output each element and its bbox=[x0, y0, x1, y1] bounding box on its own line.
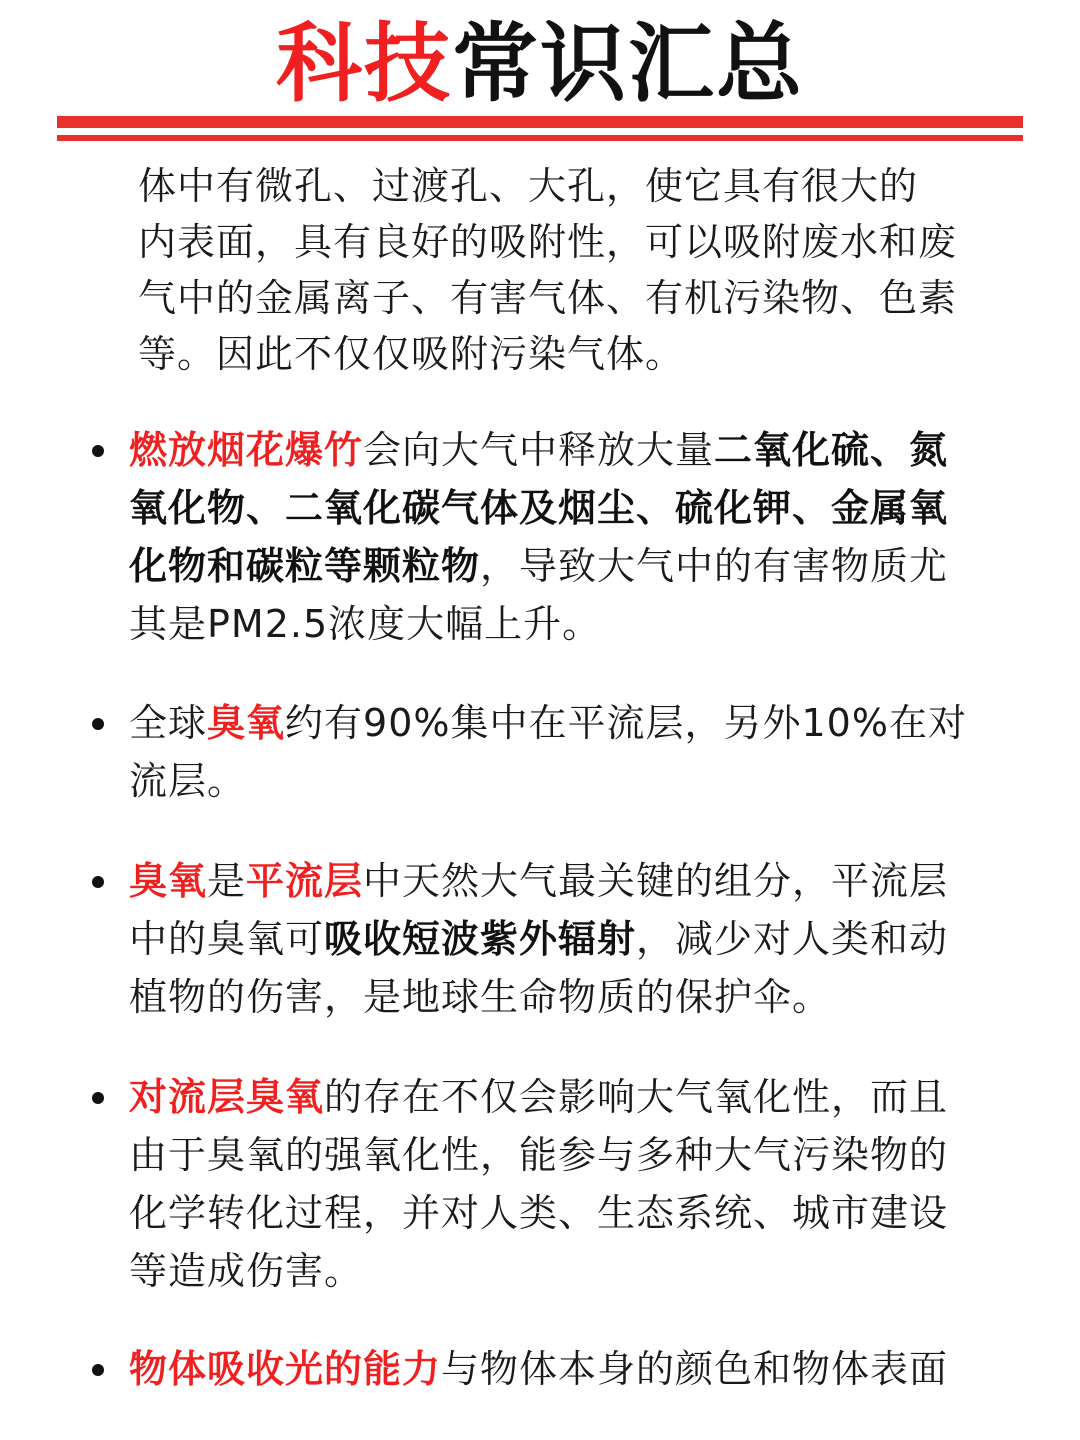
bullet-text bbox=[129, 1340, 1029, 1398]
page-title bbox=[0, 14, 1080, 114]
intro-line: 体中有微孔、过渡孔、大孔，使它具有很大的 bbox=[138, 164, 919, 208]
body-text: 中的臭氧可 bbox=[129, 917, 325, 961]
title-black-part: 常识汇总 bbox=[452, 14, 804, 114]
title-divider-thick bbox=[57, 116, 1023, 128]
body-text: ，减少对人类和动 bbox=[636, 917, 949, 961]
bullet-dot-icon bbox=[92, 1364, 104, 1376]
body-text: 是 bbox=[207, 859, 247, 903]
bold-text: 化物和碳粒等颗粒物 bbox=[129, 544, 481, 588]
intro-line: 内表面，具有良好的吸附性，可以吸附废水和废 bbox=[138, 220, 958, 264]
intro-line: 等。因此不仅仅吸附污染气体。 bbox=[138, 332, 685, 376]
body-text: 化学转化过程，并对人类、生态系统、城市建设 bbox=[129, 1191, 949, 1235]
highlight-text: 物体吸收光的能力 bbox=[129, 1347, 442, 1391]
body-text: ，导致大气中的有害物质尤 bbox=[480, 544, 949, 588]
body-text: 由于臭氧的强氧化性，能参与多种大气污染物的 bbox=[129, 1133, 949, 1177]
body-text: 的存在不仅会影响大气氧化性，而且 bbox=[324, 1075, 949, 1119]
title-red-part: 科技 bbox=[276, 14, 452, 114]
body-text: 全球 bbox=[129, 701, 208, 745]
bullet-text bbox=[129, 421, 1029, 653]
bold-text: 二氧化硫、氮 bbox=[714, 428, 949, 472]
body-text: 等造成伤害。 bbox=[129, 1249, 364, 1293]
bullet-text bbox=[129, 1068, 1029, 1300]
title-divider-thin bbox=[57, 135, 1023, 141]
bullet-dot-icon bbox=[92, 876, 104, 888]
body-text: 流层。 bbox=[129, 759, 247, 803]
bullet-dot-icon bbox=[92, 445, 104, 457]
body-text: 中天然大气最关键的组分，平流层 bbox=[363, 859, 949, 903]
highlight-text: 对流层臭氧 bbox=[129, 1075, 325, 1119]
highlight-text: 臭氧 bbox=[129, 859, 208, 903]
bullet-text bbox=[129, 694, 1029, 810]
intro-paragraph bbox=[138, 158, 1028, 382]
intro-line: 气中的金属离子、有害气体、有机污染物、色素 bbox=[138, 276, 958, 320]
body-text: 会向大气中释放大量 bbox=[363, 428, 715, 472]
bullet-text bbox=[129, 852, 1029, 1026]
body-text: 约有90%集中在平流层，另外10%在对 bbox=[285, 701, 967, 745]
highlight-text: 燃放烟花爆竹 bbox=[129, 428, 364, 472]
bullet-dot-icon bbox=[92, 718, 104, 730]
highlight-text: 平流层 bbox=[246, 859, 364, 903]
body-text: 与物体本身的颜色和物体表面 bbox=[441, 1347, 949, 1391]
body-text: 植物的伤害，是地球生命物质的保护伞。 bbox=[129, 975, 832, 1019]
bold-text: 吸收短波紫外辐射 bbox=[324, 917, 637, 961]
bullet-dot-icon bbox=[92, 1092, 104, 1104]
highlight-text: 臭氧 bbox=[207, 701, 286, 745]
body-text: 其是PM2.5浓度大幅上升。 bbox=[129, 602, 602, 646]
bold-text: 氧化物、二氧化碳气体及烟尘、硫化钾、金属氧 bbox=[129, 486, 949, 530]
